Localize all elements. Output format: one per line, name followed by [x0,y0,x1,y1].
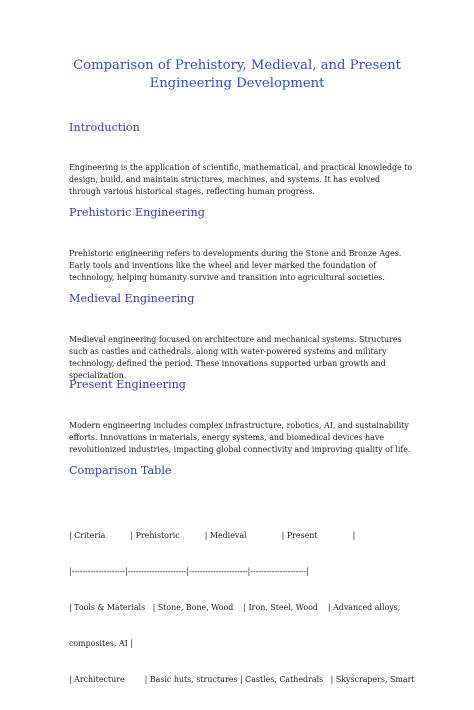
table-separator-row: |--------------------|----------------------|----------------------|---------------------| [69,567,309,576]
table-row: | Architecture | Basic huts, structures | Castles, Cathedrals | Skyscrapers, Smart [69,675,415,684]
comparison-table [69,506,414,710]
heading-medieval: Medieval Engineering [69,292,195,305]
table-header-row: | Criteria | Prehistoric | Medieval | Present | [69,531,356,540]
heading-prehistoric: Prehistoric Engineering [69,206,205,219]
heading-comparison-table: Comparison Table [69,464,172,477]
paragraph-introduction: Engineering is the application of scientific, mathematical, and practical knowledge to design, build, and maintain structures, machines, and systems. It has evolved through various historical stages, reflecting human progress. [69,163,413,196]
document-title: Comparison of Prehistory, Medieval, and Present Engineering Development [73,58,401,91]
heading-introduction: Introduction [69,121,140,134]
paragraph-present: Modern engineering includes complex infrastructure, robotics, AI, and sustainability efforts. Innovations in materials, energy systems, and biomedical devices have revolutionized industries, impacting global connectivity and improving quality of life. [69,421,411,454]
paragraph-prehistoric: Prehistoric engineering refers to developments during the Stone and Bronze Ages. Early tools and inventions like the wheel and lever marked the foundation of technology, helping humanity survive and transition into agricultural societies. [69,249,402,282]
table-row: composites, AI | [69,639,133,648]
heading-present: Present Engineering [69,378,186,391]
table-row: | Tools & Materials | Stone, Bone, Wood | Iron, Steel, Wood | Advanced alloys, [69,603,401,612]
paragraph-medieval: Medieval engineering focused on architecture and mechanical systems. Structures such as castles and cathedrals, along with water-powered systems and military technology, defined the period. These innovations supported urban growth and specialization. [69,335,402,380]
